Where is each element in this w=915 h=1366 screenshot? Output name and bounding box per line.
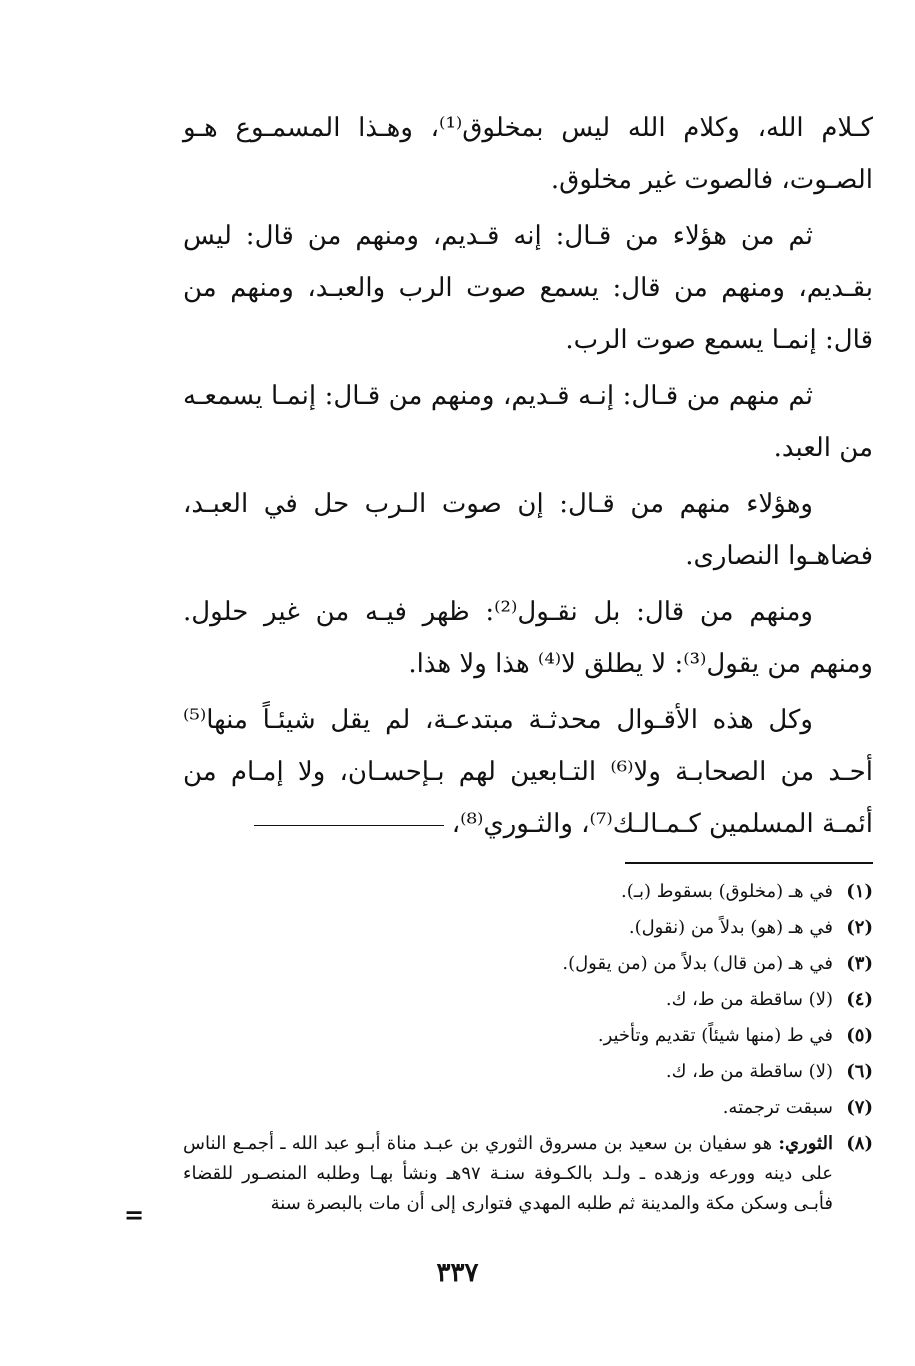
main-text	[183, 102, 873, 854]
footnotes	[183, 874, 873, 1219]
footnote-number: (٨)	[846, 1133, 873, 1154]
continuation-line	[254, 825, 444, 826]
continuation-mark: =	[124, 1200, 145, 1229]
footnote-separator	[625, 862, 873, 864]
paragraph-4: وهؤلاء منهم من قـال: إن صوت الـرب حل في العبـد، فضاهـوا النصارى.	[183, 489, 873, 571]
footnote-item	[183, 1090, 873, 1126]
footnote-text: في هـ (مخلوق) بسقوط (بـ).	[621, 881, 833, 902]
footnote-number: (٥)	[846, 1025, 873, 1046]
footnote-biography-name: الثوري:	[778, 1133, 833, 1154]
footnote-number: (٧)	[846, 1097, 873, 1118]
footnote-text: في هـ (من قال) بدلاً من (من يقول).	[562, 953, 833, 974]
footnote-number: (١)	[846, 881, 873, 902]
paragraph-1: كـلام الله، وكلام الله ليس بمخلوق⁽¹⁾، وهـذا المسمـوع هـو الصـوت، فالصوت غير مخلوق.	[183, 113, 873, 195]
footnote-text: في ط (منها شيئاً) تقديم وتأخير.	[597, 1025, 833, 1046]
footnote-text-block	[183, 1126, 833, 1219]
footnote-item	[183, 946, 873, 982]
footnote-item	[183, 1018, 873, 1054]
footnote-number: (٢)	[846, 917, 873, 938]
footnote-text: سبقت ترجمته.	[722, 1097, 833, 1118]
page-number: ٣٣٧	[436, 1258, 479, 1288]
footnote-number: (٣)	[846, 953, 873, 974]
paragraph-6-text: وكل هذه الأقـوال محدثـة مبتدعـة، لم يقل شيئـاً منها⁽⁵⁾ أحـد من الصحابـة ولا⁽⁶⁾ التـابعين لهم بـإحسـان، ولا إمـام من أئمـة المسلمين كـمـالـك⁽⁷⁾، والثـوري⁽⁸⁾،	[183, 705, 873, 839]
footnote-item	[183, 1054, 873, 1090]
footnote-text: (لا) ساقطة من ط، ك.	[665, 989, 833, 1010]
footnote-item	[183, 1126, 873, 1219]
footnote-item	[183, 982, 873, 1018]
footnote-text: (لا) ساقطة من ط، ك.	[665, 1061, 833, 1082]
footnote-text: هو سفيان بن سعيد بن مسروق الثوري بن عبـد مناة أبـو عبد الله ـ أجمـع الناس على دينه وورعه وزهده ـ ولـد بالكـوفة سنـة ٩٧هـ ونشأ بهـا وطلبه المنصـور للقضاء فأبـى وسكن مكة والمدينة ثم طلبه المهدي فتوارى إلى أن مات بالبصرة سنة	[183, 1133, 833, 1214]
paragraph-6	[183, 694, 873, 850]
footnote-item	[183, 874, 873, 910]
paragraph-5: ومنهم من قال: بل نقـول⁽²⁾: ظهر فيـه من غير حلول. ومنهم من يقول⁽³⁾: لا يطلق لا⁽⁴⁾ هذا ولا هذا.	[183, 597, 873, 679]
footnote-item	[183, 910, 873, 946]
paragraph-3: ثم منهم من قـال: إنـه قـديم، ومنهم من قـال: إنمـا يسمعـه من العبد.	[183, 381, 873, 463]
footnote-text: في هـ (هو) بدلاً من (نقول).	[628, 917, 833, 938]
paragraph-2: ثم من هؤلاء من قـال: إنه قـديم، ومنهم من قال: ليس بقـديم، ومنهم من قال: يسمع صوت الرب والعبـد، ومنهم من قال: إنمـا يسمع صوت الرب.	[183, 221, 873, 355]
footnote-number: (٦)	[846, 1061, 873, 1082]
footnote-number: (٤)	[846, 989, 873, 1010]
